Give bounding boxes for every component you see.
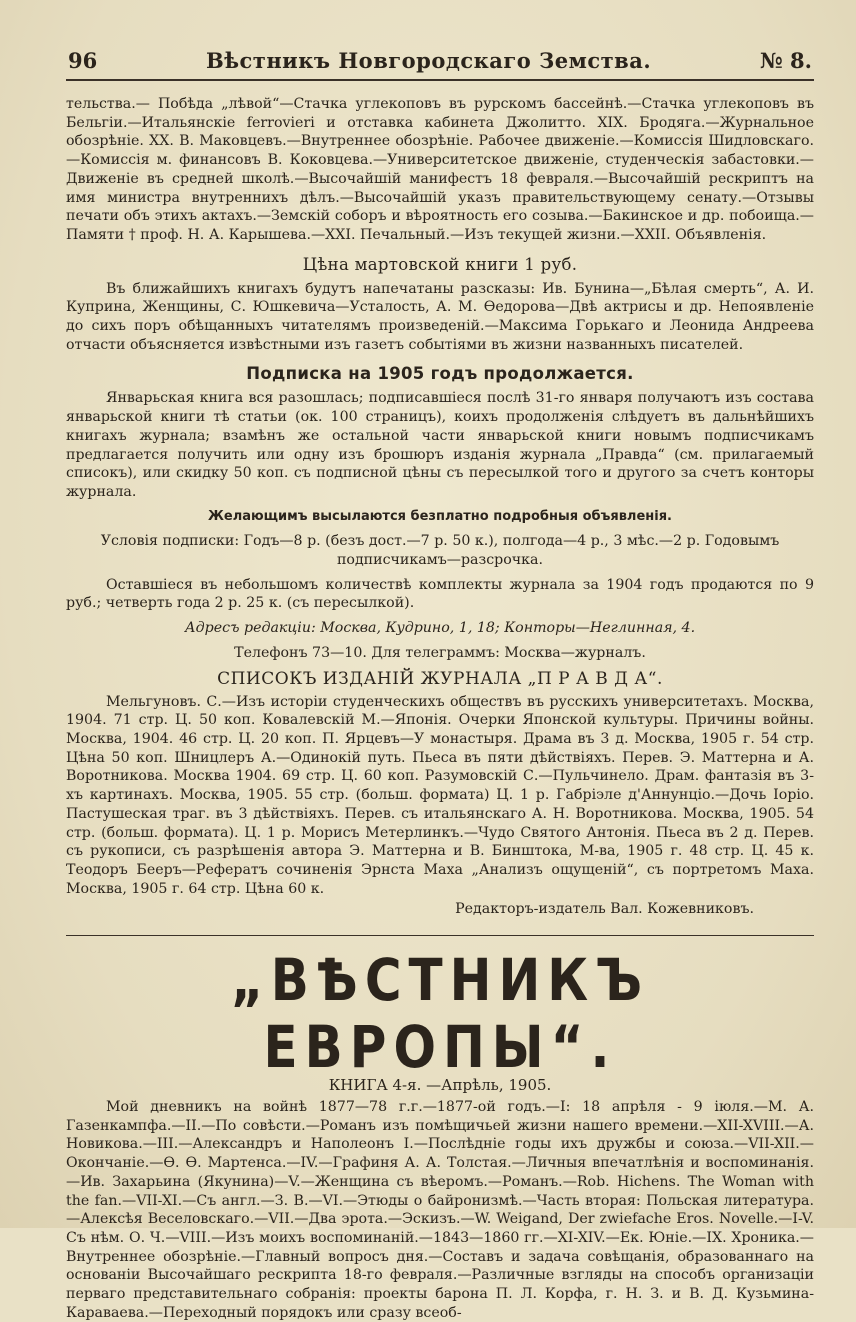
subscription-info: Январьская книга вся разошлась; подписавшіеся послѣ 31-го января получаютъ изъ состава январьской книги тѣ статьи (ок. 100 страницъ), коихъ продолженія слѣдуетъ въ дальнѣйшихъ книгахъ журнала; взамѣнъ же остальной части январьской книги новымъ подписчикамъ предлагается получить или одну изъ брошюръ изданія журнала „Правда“ (см. прилагаемый списокъ), или скидку 50 коп. съ подписной цѣны съ пересылкой того и другого за счетъ конторы журнала. bbox=[66, 390, 814, 500]
telephone: Телефонъ 73—10. Для телеграммъ: Москва—журналъ. bbox=[234, 644, 646, 661]
back-issues: Оставшіеся въ небольшомъ количествѣ комплекты журнала за 1904 годъ продаются по 9 руб.; четверть года 2 р. 25 к. (съ пересылкой). bbox=[66, 576, 814, 612]
subscription-terms: Условія подписки: Годъ—8 р. (безъ дост.—7 р. 50 к.), полгода—4 р., 3 мѣс.—2 р. Годовымъ подписчикамъ—разсрочка. bbox=[100, 533, 780, 569]
publications-list: Мельгуновъ. С.—Изъ исторіи студенческихъ обществъ въ русскихъ университетахъ. Москва, 1904. 71 стр. Ц. 50 коп. Ковалевскій М.—Японія. Очерки Японской культуры. Причины войны. Москва, 1904. 46 стр. Ц. 20 коп. П. Ярцевъ—У монастыря. Драма въ 3 д. Москва, 1905 г. 54 стр. Цѣна 50 коп. Шницлеръ А.—Одинокій путь. Пьеса въ пяти дѣйствіяхъ. Перев. Э. Маттерна и А. Воротникова. Москва 1904. 69 стр. Ц. 60 коп. Разумовскій С.—Пульчинело. Драм. фантазія въ 3-хъ картинахъ. Москва, 1905. 55 стр. (больш. формата) Ц. 1 р. Габріэле д'Аннунціо.—Дочь Іоріо. Пастушеская траг. въ 3 дѣйствіяхъ. Перев. съ итальянскаго А. Н. Воротникова. Москва, 1905. 54 стр. (больш. формата). Ц. 1 р. Морисъ Метерлинкъ.—Чудо Святого Антонія. Пьеса въ 2 д. Перев. съ рукописи, съ разрѣшенія автора Э. Маттерна и В. Бинштока, М-ва, 1905 г. 48 стр. Ц. 45 к. Теодоръ Бееръ—Рефератъ сочиненія Эрнста Маха „Анализъ ощущеній“, съ портретомъ Маха. Москва, 1905 г. 64 стр. Цѣна 60 к. bbox=[66, 693, 814, 897]
contents-continuation: тельства.— Побѣда „лѣвой“—Стачка углекоповъ въ рурскомъ бассейнѣ.—Стачка углекоповъ въ Бельгіи.—Итальянскіе ferrovieri и отставка кабинета Джолитто. XIX. Бродяга.—Журнальное обозрѣніе. XX. В. Маковцевъ.—Внутреннее обозрѣніе. Рабочее движеніе.—Комиссія Шидловскаго.—Комиссія м. финансовъ В. Коковцева.—Университетское движеніе, студенческія забастовки.—Движеніе въ средней школѣ.—Высочайшій манифестъ 18 февраля.—Высочайшій рескриптъ на имя министра внутреннихъ дѣлъ.—Высочайшій указъ правительствующему сенату.—Отзывы печати объ этихъ актахъ.—Земскій соборъ и вѣроятность его созыва.—Бакинское и др. побоища.—Памяти † проф. Н. А. Карышева.—XXI. Печальный.—Изъ текущей жизни.—XXII. Объявленія. bbox=[66, 96, 814, 243]
book-line: КНИГА 4-я. —Апрѣль, 1905. bbox=[328, 1076, 552, 1095]
running-header bbox=[66, 44, 814, 81]
vestnik-evropy-contents: Мой дневникъ на войнѣ 1877—78 г.г.—1877-ой годъ.—I: 18 апрѣля - 9 іюля.—М. А. Газенкампфа.—II.—По совѣсти.—Романъ изъ помѣщичьей жизни нашего времени.—XII-XVIII.—А. Новикова.—III.—Александръ и Наполеонъ I.—Послѣдніе годы ихъ дружбы и союза.—VII-XII.—Окончаніе.—Ө. Ө. Мартенса.—IV.—Графиня А. А. Толстая.—Личныя впечатлѣнія и воспоминанія.—Ив. Захарьина (Якунина)—V.—Женщина съ вѣеромъ.—Романъ.—Rob. Hichens. The Woman with the fan.—VII-XI.—Съ англ.—З. В.—VI.—Этюды о байронизмѣ.—Часть вторая: Польская литература.—Алексѣя Веселовскаго.—VII.—Два эрота.—Эскизъ.—W. Weigand, Der zwiefache Eros. Novelle.—I-V. Съ нѣм. О. Ч.—VIII.—Изъ моихъ воспоминаній.—1843—1860 гг.—XI-XIV.—Ек. Юніе.—IX. Хроника.—Внутреннее обозрѣніе.—Главный вопросъ дня.—Составъ и задача совѣщанія, образованнаго на основаніи Высочайшаго рескрипта 18-го февраля.—Различные взгляды на способъ организаціи перваго представительнаго собранія: проекты барона П. Л. Корфа, г. Н. З. и В. Д. Кузьмина-Караваева.—Переходный порядокъ или сразу всеоб- bbox=[66, 1099, 814, 1321]
page-number: 96 bbox=[68, 48, 98, 73]
issue-number: № 8. bbox=[759, 48, 812, 73]
vestnik-evropy-title: „ВѢСТНИКЪ ЕВРОПЫ“. bbox=[230, 947, 650, 1081]
free-ads-note: Желающимъ высылаются безплатно подробныя объявленія. bbox=[207, 508, 672, 524]
divider bbox=[66, 935, 814, 936]
editorial-address: Адресъ редакціи: Москва, Кудрино, 1, 18; Конторы—Неглинная, 4. bbox=[184, 620, 696, 637]
upcoming-stories: Въ ближайшихъ книгахъ будутъ напечатаны разсказы: Ив. Бунина—„Бѣлая смерть“, А. И. Куприна, Женщины, С. Юшкевича—Усталость, А. М. Өедорова—Двѣ актрисы и др. Непоявленіе до сихъ поръ обѣщанныхъ читателямъ произведеній.—Максима Горькаго и Леонида Андреева отчасти объясняется извѣстными изъ газетъ событіями въ жизни названныхъ писателей. bbox=[66, 280, 814, 353]
editor-signature: Редакторъ-издатель Вал. Кожевниковъ. bbox=[455, 901, 754, 918]
publications-list-heading: СПИСОКЪ ИЗДАНІЙ ЖУРНАЛА „П Р А В Д А“. bbox=[217, 668, 663, 689]
price-heading: Цѣна мартовской книги 1 руб. bbox=[302, 254, 578, 274]
subscription-heading: Подписка на 1905 годъ продолжается. bbox=[246, 364, 634, 384]
journal-title: Вѣстникъ Новгородскаго Земства. bbox=[206, 48, 652, 73]
